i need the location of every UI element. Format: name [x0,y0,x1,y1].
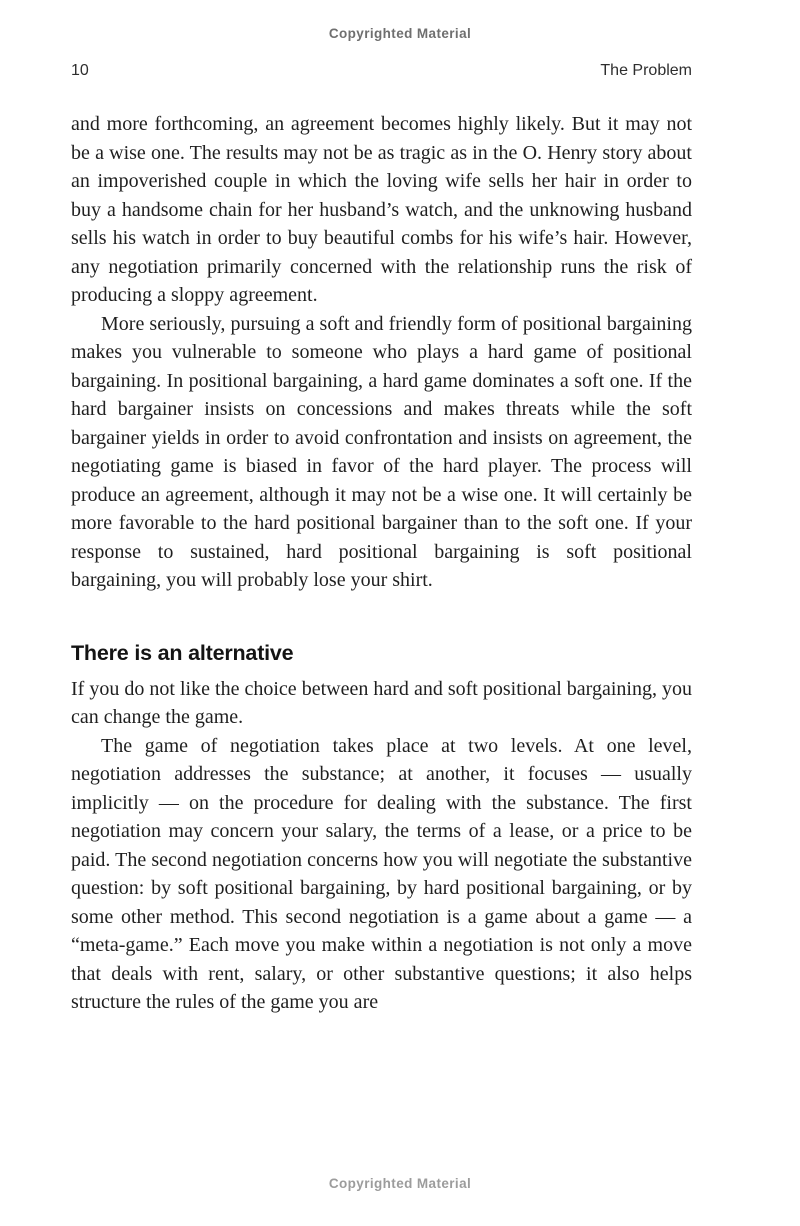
body-paragraph: and more forthcoming, an agreement becomes highly likely. But it may not be a wise one. The results may not be as tragic as in the O. Henry story about an impoverished couple in which the loving wife sells her hair in order to buy a handsome chain for her husband’s watch, and the unknowing husband sells his watch in order to buy beautiful combs for his wife’s hair. However, any negotiation primarily concerned with the relationship runs the risk of producing a sloppy agreement. [71,113,692,306]
running-header-title: The Problem [600,62,692,79]
body-paragraph: If you do not like the choice between hard and soft positional bargaining, you can change the game. [71,677,692,728]
copyright-notice-top: Copyrighted Material [328,26,472,41]
body-text [71,110,692,1017]
body-paragraph: The game of negotiation takes place at two levels. At one level, negotiation addresses the substance; at another, it focuses — usually implicitly — on the procedure for dealing with the substance. The first negotiation may concern your salary, the terms of a lease, or a price to be paid. The second negotiation concerns how you will negotiate the substantive question: by soft positional bargaining, by hard positional bargaining, or by some other method. This second negotiation is a game about a game — a “meta-game.” Each move you make within a negotiation is not only a move that deals with rent, salary, or other substantive questions; it also helps structure the rules of the game you are [71,734,692,1013]
copyright-notice-bottom: Copyrighted Material [328,1176,472,1191]
body-paragraph: More seriously, pursuing a soft and friendly form of positional bargaining makes you vulnerable to someone who plays a hard game of positional bargaining. In positional bargaining, a hard game dominates a soft one. If the hard bargainer insists on concessions and makes threats while the soft bargainer yields in order to avoid confrontation and insists on agreement, the negotiating game is biased in favor of the hard player. The process will produce an agreement, although it may not be a wise one. It will certainly be more favorable to the hard positional bargainer than to the soft one. If your response to sustained, hard positional bargaining is soft positional bargaining, you will probably lose your shirt. [71,312,692,591]
page-header [71,62,692,80]
section-heading: There is an alternative [71,640,294,665]
page-number: 10 [71,62,89,79]
